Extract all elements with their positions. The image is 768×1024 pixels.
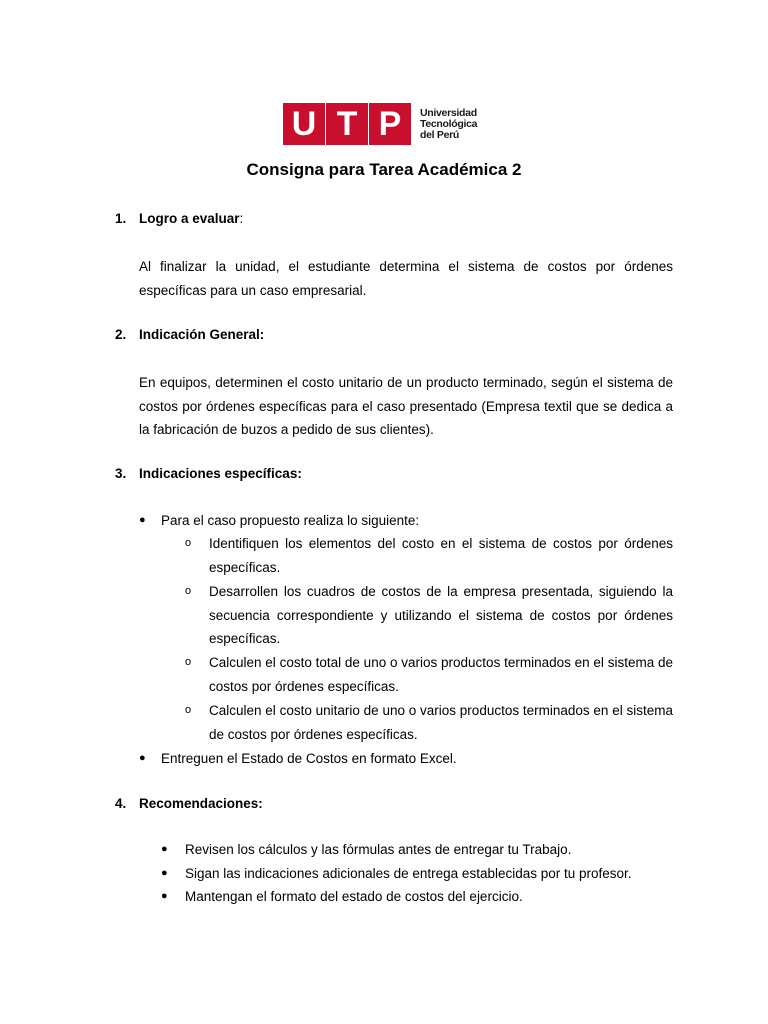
section-1-heading — [115, 211, 243, 226]
section-label: Indicaciones específicas: — [139, 466, 302, 481]
list-item — [139, 747, 457, 771]
logo-line-3: del Perú — [420, 128, 460, 141]
sub-list-item — [185, 651, 673, 698]
bullet-text: Para el caso propuesto realiza lo siguiente: — [161, 513, 420, 528]
section-number: 2. — [115, 327, 127, 342]
sub-list-item — [185, 699, 673, 746]
sub-item-text: Calculen el costo total de uno o varios productos terminados en el sistema de costos por órdenes específicas. — [209, 655, 673, 694]
logo-line-2: Tecnológica — [420, 117, 478, 130]
utp-logo — [283, 103, 477, 145]
bullet-text: Entreguen el Estado de Costos en formato Excel. — [161, 751, 457, 766]
sub-item-text: Calculen el costo unitario de uno o varios productos terminados en el sistema de costos por órdenes específicas. — [209, 703, 673, 742]
section-number: 1. — [115, 211, 127, 226]
section-label: Logro a evaluar — [139, 211, 240, 226]
section-1-text: Al finalizar la unidad, el estudiante determina el sistema de costos por órdenes específicas para un caso empresarial. — [139, 259, 673, 298]
section-2-text: En equipos, determinen el costo unitario de un producto terminado, según el sistema de costos por órdenes específicas para el caso presentado (Empresa textil que se dedica a la fabricación de buzos a pedido de sus clientes). — [139, 375, 673, 437]
list-item — [161, 885, 523, 909]
section-label: Indicación General: — [139, 327, 265, 342]
logo-letter-u: U — [283, 103, 325, 145]
section-number: 4. — [115, 796, 127, 811]
logo-line-1: Universidad — [420, 106, 477, 119]
circle-bullet-icon: o — [185, 704, 192, 716]
sub-list-item — [185, 532, 673, 579]
section-number: 3. — [115, 466, 127, 481]
bullet-icon: ● — [139, 514, 146, 526]
bullet-icon: ● — [161, 867, 168, 879]
list-item — [161, 862, 632, 886]
logo-letter-t: T — [326, 103, 368, 145]
bullet-text: Revisen los cálculos y las fórmulas antes de entregar tu Trabajo. — [185, 842, 572, 857]
section-4-heading — [115, 796, 263, 811]
sub-item-text: Desarrollen los cuadros de costos de la empresa presentada, siguiendo la secuencia correspondiente y utilizando el sistema de costos por órdenes específicas. — [209, 584, 673, 646]
bullet-icon: ● — [161, 843, 168, 855]
section-2-heading — [115, 327, 264, 342]
list-item — [161, 838, 571, 862]
section-3-heading — [115, 466, 302, 481]
bullet-icon: ● — [139, 752, 146, 764]
section-label: Recomendaciones: — [139, 796, 263, 811]
circle-bullet-icon: o — [185, 585, 192, 597]
sub-list-item — [185, 580, 673, 651]
document-title: Consigna para Tarea Académica 2 — [246, 160, 522, 179]
logo-letter-p: P — [369, 103, 411, 145]
circle-bullet-icon: o — [185, 656, 192, 668]
sub-item-text: Identifiquen los elementos del costo en el sistema de costos por órdenes específicas. — [209, 536, 673, 575]
circle-bullet-icon: o — [185, 537, 192, 549]
section-colon: : — [239, 211, 244, 226]
bullet-text: Mantengan el formato del estado de costos del ejercicio. — [185, 889, 523, 904]
logo-wordmark — [420, 108, 477, 141]
bullet-icon: ● — [161, 890, 168, 902]
bullet-text: Sigan las indicaciones adicionales de entrega establecidas por tu profesor. — [185, 866, 632, 881]
list-item — [139, 509, 419, 533]
